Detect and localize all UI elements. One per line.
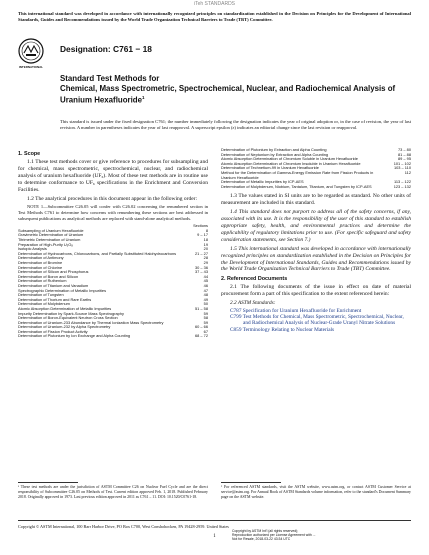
scope-1-3: 1.3 The values stated in SI units are to be regarded as standard. No other units of measurement are included in this standard. (221, 193, 411, 207)
section-title: Determination of Plutonium by Extraction and Alpha Counting (221, 147, 327, 152)
section-title: Determination of Uranium-232 by Alpha Spectrometry (18, 324, 111, 330)
section-number: 18 (203, 237, 208, 242)
section-title: Determination of Titanium and Vanadium (18, 282, 89, 288)
footnote-rule-right (221, 482, 281, 483)
section-title: Determination of Thorium and Rare Earths (18, 296, 92, 302)
footnote-2: ² For referenced ASTM standards, visit the ASTM website, www.astm.org, or contact ASTM Customer Service at service@astm.org. For Annual Book of ASTM Standards volume information, refer to the standard's Document Summary page on the ASTM website. (221, 485, 411, 499)
section-title: Atomic Absorption Determination of Chromium Soluble in Uranium Hexafluoride (221, 156, 358, 162)
right-column (221, 148, 411, 333)
section-number: 89 – 95 (398, 156, 411, 162)
section-title: Determination of Boron and Silicon (18, 273, 79, 279)
section-number: 9 – 17 (197, 232, 208, 238)
footnote-rule-left (18, 482, 78, 483)
scope-heading: 1. Scope (18, 151, 41, 157)
section-number: 50 (203, 301, 208, 307)
section-number: 123 – 132 (393, 183, 411, 189)
section-number: 29 (203, 259, 208, 265)
license-notice (232, 529, 316, 541)
section-entry (18, 334, 208, 339)
section-number: 44 (203, 273, 208, 279)
logo-caption: INTERNATIONAL (18, 65, 44, 69)
section-number: 58 (203, 315, 208, 321)
page-number: 1 (213, 534, 216, 539)
section-title: Determination of Technetium-99 in Uranium Hexafluoride (221, 165, 319, 171)
section-title: Method for the Determination of Gamma-Energy Emission Rate from Fission Products in Uranium Hexafluoride (221, 169, 374, 180)
referenced-documents-heading: 2. Referenced Documents (221, 276, 288, 283)
section-number: 67 (203, 328, 208, 334)
section-number: 103 – 110 (393, 165, 411, 171)
section-title: Determination of Molybdenum, Niobium, Tantalum, Titanium, and Tungsten by ICP-AES (221, 183, 372, 189)
astm-logo (18, 38, 44, 69)
section-title: Gravimetric Determination of Uranium (18, 232, 84, 238)
section-number: 19 (203, 241, 208, 247)
section-title: Determination of Ruthenium (18, 278, 67, 284)
astm-logo-icon (18, 38, 44, 64)
section-number: 8 (205, 227, 208, 233)
section-number: 37 – 43 (195, 269, 208, 275)
section-number: 51 – 58 (195, 305, 208, 311)
section-number: 20 (203, 246, 208, 252)
section-number: 59 (203, 319, 208, 325)
footnote-1: ¹ These test methods are under the jurisdiction of ASTM Committee C26 on Nuclear Fuel Cycle and are the direct responsibility of Subcommittee C26.05 on Methods of Test. Current edition approved Feb. 1, 2018. Published February 2018. Originally approved in 1973. Last previous edition approved in 2011 as C761 – 11. DOI: 10.1520/C0761-18. (18, 485, 208, 499)
section-number: 59 (203, 310, 208, 316)
scope-1-5: 1.5 This international standard was developed in accordance with internationally recognized principles on standardization established in the Decision on Principles for the Development of International Standards, Guides and Recommendations issued by the World Trade Organization Technical Barriers to Trade (TBT) Committee. (221, 245, 411, 273)
astm-standards-list (221, 300, 411, 333)
section-title: Atomic Absorption Determination of Chromium Insoluble in Uranium Hexafluoride (221, 160, 361, 166)
section-number: 49 (203, 296, 208, 302)
section-number: 30 – 36 (195, 264, 208, 270)
section-title: Determination of Uranium-233 Abundance by Thermal Ionization Mass Spectrometry (18, 319, 164, 325)
refdocs-2-1: 2.1 The following documents of the issue in effect on date of material procurement form a part of this specification to the extent referenced herein: (221, 284, 411, 298)
footer-rule (18, 520, 411, 521)
watermark: iTeh STANDARDS (193, 1, 236, 7)
section-title: Preparation of High-Purity U₃O₈ (18, 241, 73, 247)
section-title: Determination of Tungsten (18, 292, 64, 298)
left-column (18, 148, 208, 339)
section-title: Impurity Determination by Spark-Source Mass Spectrography (18, 310, 124, 316)
section-number: 21 – 27 (195, 250, 208, 256)
section-number: 28 (203, 255, 208, 261)
section-number: 46 (203, 282, 208, 288)
section-number: 48 (203, 292, 208, 298)
section-title: Determination of Fission Product Activity (18, 328, 88, 334)
ref-c799-link[interactable]: C799 Test Methods for Chemical, Mass Spectrometric, Spectrochemical, Nuclear, and Radiochemical Analysis of Nuclear-Grade Uranyl Nitrate Solutions (230, 313, 404, 327)
section-title: Determination of Chlorine (18, 264, 63, 270)
copyright-line: Copyright © ASTM International, 100 Barr Harbor Drive, PO Box C700, West Conshohocken, PA 19428-2959. United States (18, 524, 229, 529)
scope-1-4: 1.4 This standard does not purport to address all of the safety concerns, if any, associated with its use. It is the responsibility of the user of this standard to establish appropriate safety, health, and environmental practices and determine the applicability of regulatory limitations prior to use. (For specific safeguard and safety consideration statements, see Section 7.) (221, 209, 411, 243)
section-title: Determination of Boron-Equivalent Neutron Cross Section (18, 315, 118, 321)
section-title: Subsampling of Uranium Hexafluoride (18, 227, 84, 233)
section-number: 113 – 122 (393, 179, 411, 185)
scope-1-2: 1.2 The analytical procedures in this document appear in the following order: (27, 195, 198, 202)
section-title: Titrimetric Determination of Uranium (18, 237, 81, 242)
section-title: Determination of Bromine (18, 259, 63, 265)
section-number: 68 – 72 (195, 333, 208, 339)
title-footnote-mark: 1 (142, 95, 145, 101)
intro-paragraph: This standard is issued under the fixed designation C761; the number immediately following the designation indicates the year of original adoption or, in the case of revision, the year of last revision. A number in parentheses indicates the year of last reapproval. A superscript epsilon (ε) indicates an editorial change since the last revision or reapproval. (60, 119, 411, 130)
scope-1-1: 1.1 These test methods cover or give reference to procedures for subsampling and for chemical, mass spectrometric, spectrochemical, nuclear, and radiochemical analysis of uranium hexafluoride (UF₆). Most of these test methods are in routine use to determine conformance to UF₆ specifications in the Enrichment and Conversion Facilities. (18, 159, 208, 193)
section-number: 47 (203, 287, 208, 293)
section-entry (221, 185, 411, 190)
section-number: 60 – 66 (195, 324, 208, 330)
section-title: Determination of Plutonium by Ion Exchange and Alpha Counting (18, 333, 131, 339)
section-title: Isotopic Analysis (18, 246, 47, 252)
sections-header: Sections (193, 223, 208, 229)
section-number: 101 – 102 (393, 160, 411, 166)
license-text: Copyright by ASTM Int'l (all rights reserved); Reproduction authorized per License Agreement with ... Not for Resale, 2018-03-22 43:34 UTC (232, 529, 316, 542)
section-number: 112 (404, 169, 411, 175)
section-title: Determination of Silicon and Phosphorus (18, 269, 89, 275)
title-line-1: Standard Test Methods for (60, 74, 160, 83)
section-number: 45 (203, 278, 208, 284)
section-title: Determination of Antimony (18, 255, 64, 261)
designation: Designation: C761 − 18 (60, 44, 152, 54)
section-title: Determination of Neptunium by Extraction and Alpha Counting (221, 151, 329, 157)
section-title: Determination of Molybdenum (18, 301, 70, 307)
astm-standards-heading: 2.2 ASTM Standards: (230, 300, 276, 307)
title-line-2: Chemical, Mass Spectrometric, Spectrochemical, Nuclear, and Radiochemical Analysis of Uranium Hexafluoride (60, 83, 396, 105)
section-title: Spectrographic Determination of Metallic Impurities (18, 287, 107, 293)
section-number: 73 – 80 (398, 147, 411, 152)
section-title: Determination of Hydrocarbons, Chlorocarbons, and Partially Substituted Halohydrocarbons (18, 250, 177, 256)
top-notice: This international standard was developed in accordance with internationally recognized principles on standardization established in the Decision on Principles for the Development of International Standards, Guides and Recommendations issued by the World Trade Organization Technical Barriers to Trade (TBT) Committee. (18, 11, 411, 22)
section-title: Determination of Metallic Impurities by ICP-AES (221, 179, 304, 185)
document-title (60, 74, 411, 105)
section-number: 81 – 88 (398, 151, 411, 157)
section-title: Atomic Absorption Determination of Metallic Impurities (18, 305, 112, 311)
sections-list-continued (221, 148, 411, 189)
ref-c859-link[interactable]: C859 Terminology Relating to Nuclear Materials (230, 326, 335, 333)
ref-c787-link[interactable]: C787 Specification for Uranium Hexafluoride for Enrichment (230, 307, 362, 314)
sections-list (18, 224, 208, 339)
scope-note-1: NOTE 1—Subcommittee C26.05 will confer with C26.02 concerning the renumbered section in Test Methods C761 to determine how concerns with renumbering these sections are best addressed in subsequent publications as analytical methods are replaced with stand-alone analytical methods. (18, 204, 208, 221)
